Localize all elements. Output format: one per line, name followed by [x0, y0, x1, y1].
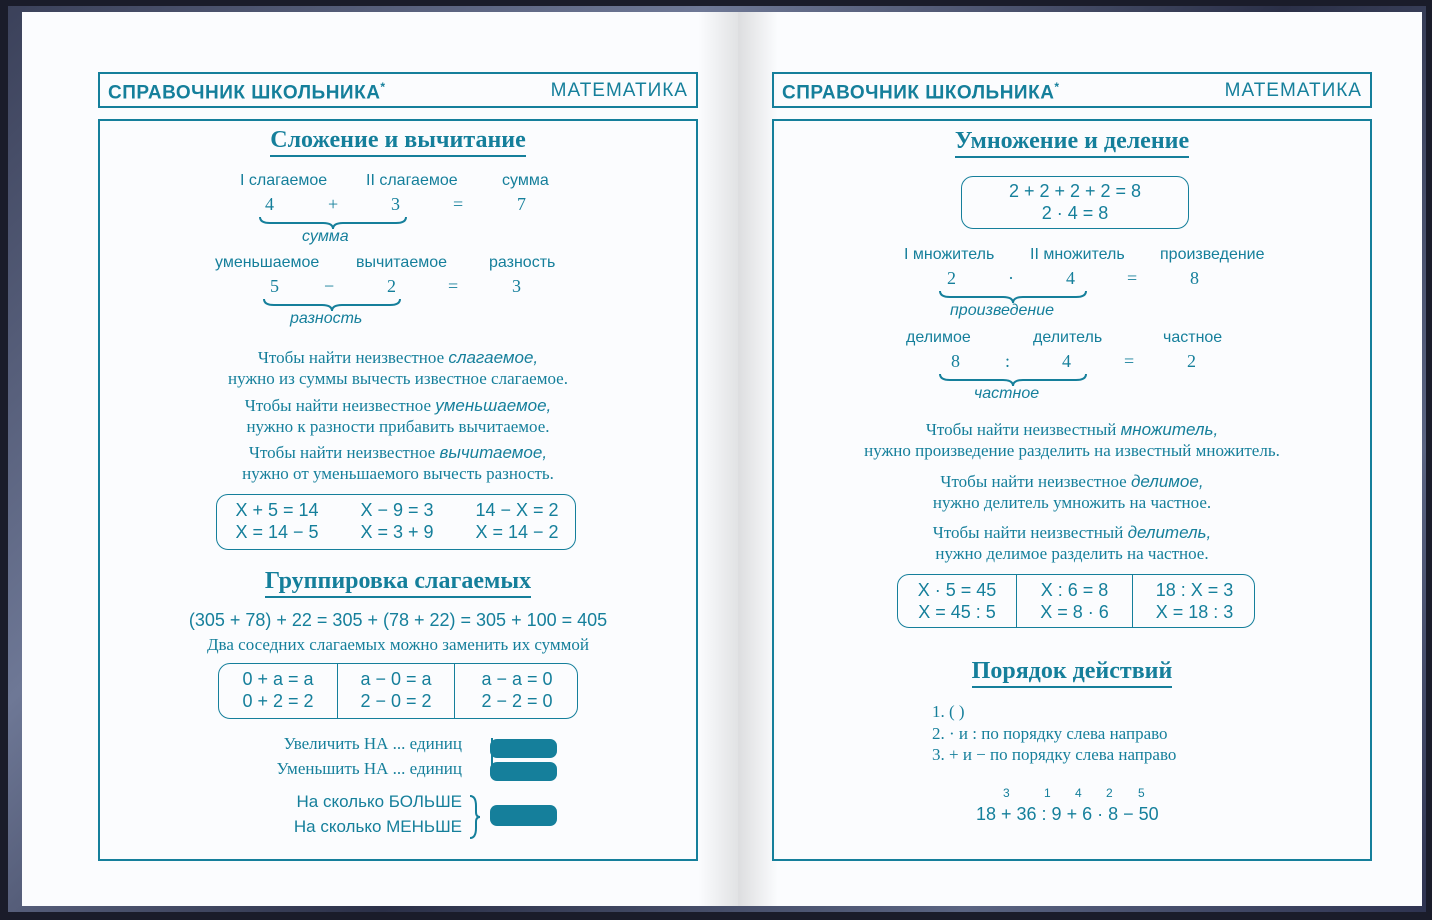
equation-value: 4: [1062, 351, 1071, 371]
order-expression: 18 + 36 : 9 + 6 · 8 − 50: [976, 804, 1159, 824]
rule-text: Чтобы найти неизвестный делитель, нужно делимое разделить на частное.: [932, 523, 1212, 563]
equation-value: =: [1127, 268, 1138, 288]
equation-value: ·: [1008, 268, 1014, 288]
rule-text: Чтобы найти неизвестное делимое, нужно делитель умножить на частное.: [932, 472, 1212, 512]
action-pill-icon: [490, 739, 557, 758]
equation-value: 4: [1066, 268, 1075, 288]
order-index: 4: [1075, 786, 1082, 800]
term-label: произведение: [1160, 246, 1265, 263]
header-subject: МАТЕМАТИКА: [550, 80, 688, 101]
term-label: II слагаемое: [366, 172, 458, 189]
equation-value: −: [324, 276, 335, 296]
left-page: [22, 12, 738, 906]
brace-caption: разность: [290, 310, 363, 327]
order-index: 2: [1106, 786, 1113, 800]
term-label: делитель: [1033, 329, 1103, 346]
section-title-grouping: Группировка слагаемых: [98, 568, 698, 595]
rule-text: Чтобы найти неизвестный множитель, нужно произведение разделить на известный множитель.: [864, 420, 1280, 460]
example-cell: X · 5 = 45 X = 45 : 5: [917, 580, 997, 622]
term-label: частное: [1163, 329, 1223, 346]
order-step: 3. + и − по порядку слева направо: [932, 745, 1177, 764]
equation-value: 7: [517, 194, 526, 214]
example-cell: X + 5 = 14 X = 14 − 5: [235, 500, 319, 542]
equation-value: 2: [387, 276, 396, 296]
equation-value: 5: [270, 276, 279, 296]
examples-box: [216, 494, 576, 550]
order-index: 3: [1003, 786, 1010, 800]
term-label: I множитель: [904, 246, 995, 263]
term-label: сумма: [502, 172, 549, 189]
order-index: 5: [1138, 786, 1145, 800]
term-label: I слагаемое: [240, 172, 328, 189]
equation-value: =: [453, 194, 464, 214]
example-cell: 18 : X = 3 X = 18 : 3: [1132, 575, 1256, 627]
equation-value: :: [1005, 351, 1011, 371]
rule-text: Чтобы найти неизвестное вычитаемое, нужно от уменьшаемого вычесть разность.: [242, 443, 554, 483]
property-cell: a − a = 0 2 − 2 = 0: [454, 664, 579, 718]
example-cell: X : 6 = 8 X = 8 · 6: [1016, 575, 1132, 627]
examples-box: [897, 574, 1255, 628]
page-header: [772, 72, 1372, 108]
header-title: СПРАВОЧНИК ШКОЛЬНИКА*: [108, 80, 386, 104]
equation-value: 8: [951, 351, 960, 371]
term-label: делимое: [906, 329, 971, 346]
term-label: вычитаемое: [356, 254, 448, 271]
order-index: 1: [1044, 786, 1051, 800]
action-pill-icon: [490, 762, 557, 781]
equation-value: =: [448, 276, 459, 296]
grouping-formula: (305 + 78) + 22 = 305 + (78 + 22) = 305 + 100 = 405: [188, 610, 608, 630]
header-subject: МАТЕМАТИКА: [1224, 80, 1362, 101]
equation-value: 3: [512, 276, 521, 296]
rule-text: Чтобы найти неизвестное слагаемое, нужно из суммы вычесть известное слагаемое.: [228, 348, 568, 388]
properties-box: [218, 663, 578, 719]
term-label: II множитель: [1030, 246, 1125, 263]
example-cell: 14 − X = 2 X = 14 − 2: [475, 500, 559, 542]
equation-value: =: [1124, 351, 1135, 371]
right-page: [738, 12, 1422, 906]
less-text: На сколько МЕНЬШЕ: [293, 817, 462, 836]
page-fold-shadow: [698, 12, 738, 906]
equation-value: 4: [265, 194, 274, 214]
property-cell: a − 0 = a 2 − 0 = 2: [337, 664, 454, 718]
more-text: На сколько БОЛЬШЕ: [296, 792, 462, 811]
section-title-addition: Сложение и вычитание: [98, 127, 698, 154]
term-label: уменьшаемое: [215, 254, 320, 271]
brace-caption: сумма: [302, 228, 349, 245]
header-title: СПРАВОЧНИК ШКОЛЬНИКА*: [782, 80, 1060, 104]
equation-value: 2: [947, 268, 956, 288]
increase-text: Увеличить НА ... единиц: [283, 734, 462, 753]
property-cell: 0 + a = a 0 + 2 = 2: [242, 669, 314, 711]
repeated-addition-box: 2 + 2 + 2 + 2 = 8 2 · 4 = 8: [961, 176, 1189, 229]
equation-value: 3: [391, 194, 400, 214]
equation-value: +: [328, 194, 339, 214]
right-brace-icon: [468, 794, 482, 840]
page-header: [98, 72, 698, 108]
action-pill-icon: [490, 805, 557, 826]
order-step: 2. · и : по порядку слева направо: [932, 724, 1168, 743]
section-title-order: Порядок действий: [772, 658, 1372, 685]
section-title-multiplication: Умножение и деление: [772, 128, 1372, 155]
equation-value: 8: [1190, 268, 1199, 288]
example-cell: X − 9 = 3 X = 3 + 9: [360, 500, 434, 542]
brace-caption: произведение: [950, 302, 1054, 319]
order-step: 1. ( ): [932, 702, 965, 721]
term-label: разность: [489, 254, 556, 271]
brace-caption: частное: [974, 385, 1040, 402]
equation-value: 2: [1187, 351, 1196, 371]
grouping-note: Два соседних слагаемых можно заменить их суммой: [206, 635, 590, 654]
decrease-text: Уменьшить НА ... единиц: [276, 759, 462, 778]
rule-text: Чтобы найти неизвестное уменьшаемое, нужно к разности прибавить вычитаемое.: [244, 396, 552, 436]
